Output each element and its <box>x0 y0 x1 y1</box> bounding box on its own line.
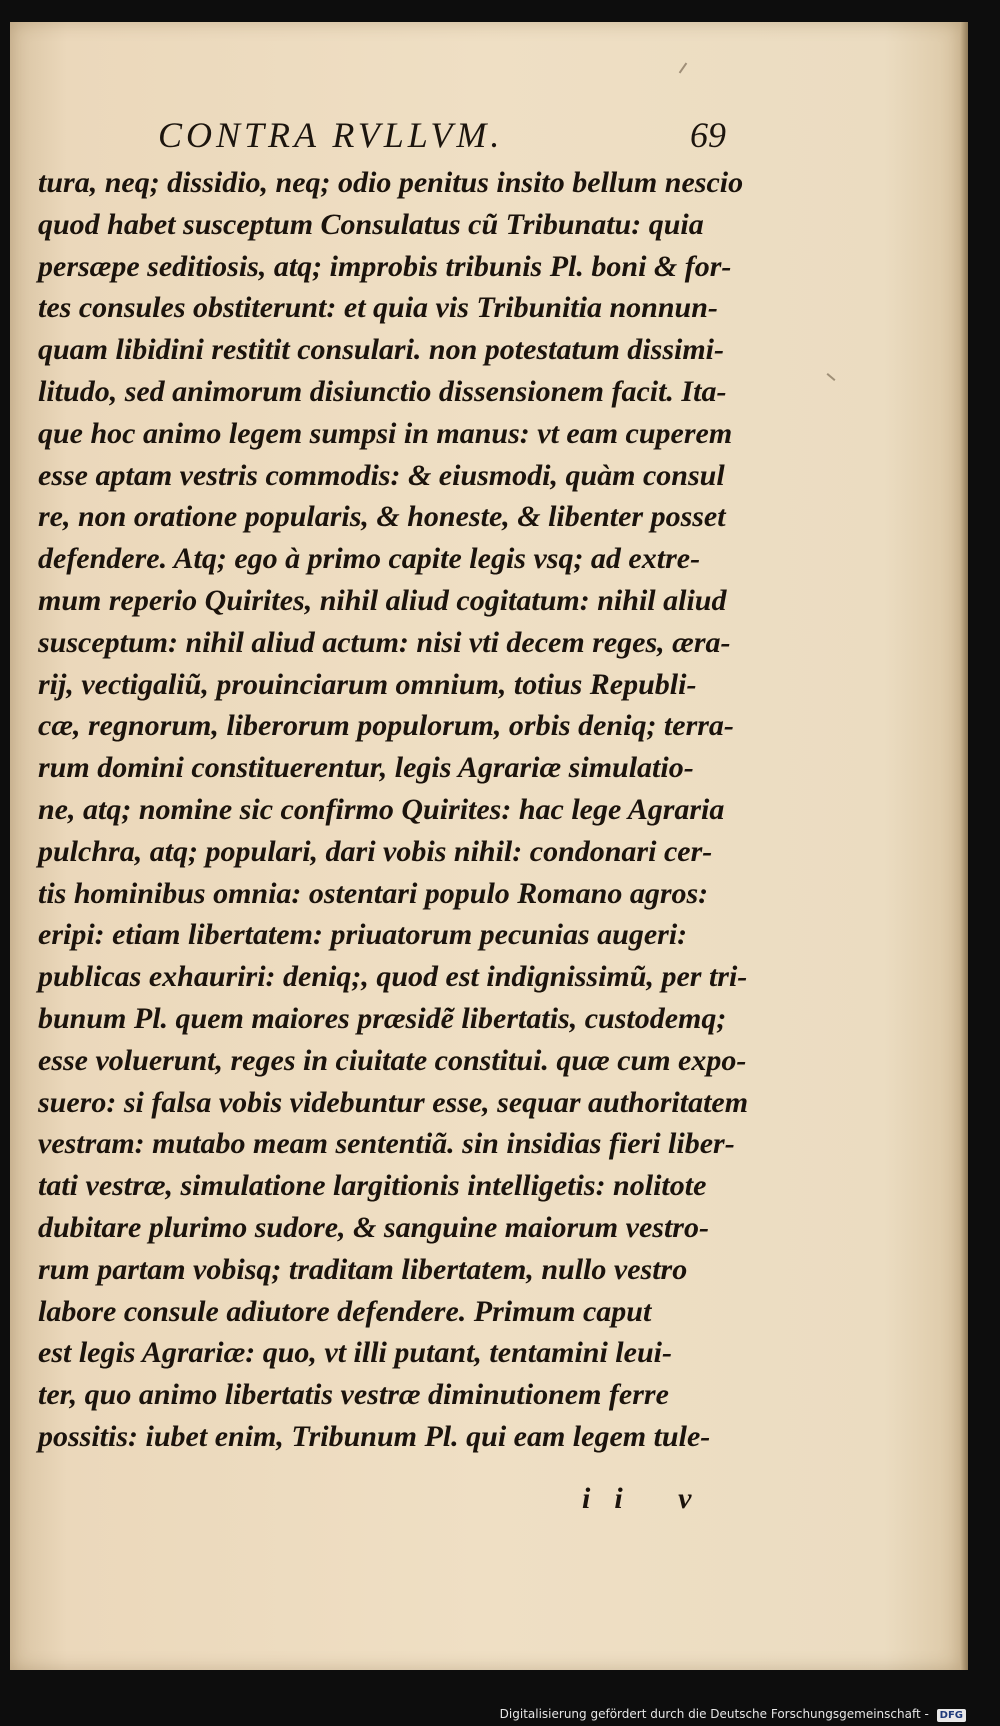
text-line: ne, atq; nomine sic confirmo Quirites: hac lege Agraria <box>38 792 725 826</box>
text-line: ter, quo animo libertatis vestræ diminutionem ferre <box>38 1378 669 1412</box>
text-line: defendere. Atq; ego à primo capite legis vsq; ad extre- <box>38 542 701 576</box>
text-line: rum domini constituerentur, legis Agrariæ simulatio- <box>38 751 694 785</box>
text-line: litudo, sed animorum disiunctio dissensionem facit. Ita- <box>38 374 727 408</box>
text-line: possitis: iubet enim, Tribunum Pl. qui eam legem tule- <box>38 1419 711 1453</box>
text-line: est legis Agrariæ: quo, vt illi putant, tentamini leui- <box>38 1336 672 1370</box>
paper-blemish <box>827 373 836 381</box>
text-line: esse voluerunt, reges in ciuitate constitui. quæ cum expo- <box>38 1043 747 1077</box>
paper-blemish <box>679 63 688 74</box>
text-line: persæpe seditiosis, atq; improbis tribunis Pl. boni & for- <box>38 249 732 283</box>
body-text <box>38 162 783 1458</box>
text-line: rum partam vobisq; traditam libertatem, nullo vestro <box>38 1252 688 1286</box>
text-line: quod habet susceptum Consulatus cũ Tribunatu: quia <box>38 207 704 241</box>
text-line: bunum Pl. quem maiores præsidẽ libertatis, custodemq; <box>38 1001 727 1035</box>
text-line: cæ, regnorum, liberorum populorum, orbis deniq; terra- <box>38 709 734 743</box>
running-head <box>158 114 758 164</box>
text-line: vestram: mutabo meam sententiã. sin insidias fieri liber- <box>38 1127 735 1161</box>
text-line: mum reperio Quirites, nihil aliud cogitatum: nihil aliud <box>38 583 727 617</box>
text-line: labore consule adiutore defendere. Primum caput <box>38 1294 652 1328</box>
text-line: tis hominibus omnia: ostentari populo Romano agros: <box>38 876 709 910</box>
text-line: rij, vectigaliũ, prouinciarum omnium, totius Republi- <box>38 667 697 701</box>
digitization-credit <box>500 1707 966 1722</box>
running-title: CONTRA RVLLVM. <box>158 115 504 155</box>
text-line: re, non oratione popularis, & honeste, & libenter posset <box>38 500 726 534</box>
signature-mark: ii v <box>582 1482 716 1515</box>
text-line: tura, neq; dissidio, neq; odio penitus insito bellum nescio <box>38 166 744 199</box>
text-line: tati vestræ, simulatione largitionis intelligetis: nolitote <box>38 1169 707 1203</box>
text-line: que hoc animo legem sumpsi in manus: vt eam cuperem <box>38 416 733 450</box>
text-line: susceptum: nihil aliud actum: nisi vti decem reges, æra- <box>38 625 731 659</box>
text-line: tes consules obstiterunt: et quia vis Tribunitia nonnun- <box>38 291 718 325</box>
text-line: quam libidini restitit consulari. non potestatum dissimi- <box>38 333 724 367</box>
page-edge-shadow <box>960 22 968 1670</box>
dfg-logo-badge: DFG <box>937 1709 966 1722</box>
text-line: esse aptam vestris commodis: & eiusmodi, quàm consul <box>38 458 725 492</box>
digitization-credit-text: Digitalisierung gefördert durch die Deutsche Forschungsgemeinschaft - <box>499 1707 929 1721</box>
text-line: suero: si falsa vobis videbuntur esse, sequar authoritatem <box>38 1085 749 1119</box>
text-line: dubitare plurimo sudore, & sanguine maiorum vestro- <box>38 1210 709 1244</box>
text-line: eripi: etiam libertatem: priuatorum pecunias augeri: <box>38 918 688 952</box>
book-page <box>10 22 960 1670</box>
text-line: publicas exhauriri: deniq;, quod est indignissimũ, per tri- <box>38 960 748 994</box>
page-number: 69 <box>690 115 726 155</box>
text-line: pulchra, atq; populari, dari vobis nihil: condonari cer- <box>38 834 713 868</box>
